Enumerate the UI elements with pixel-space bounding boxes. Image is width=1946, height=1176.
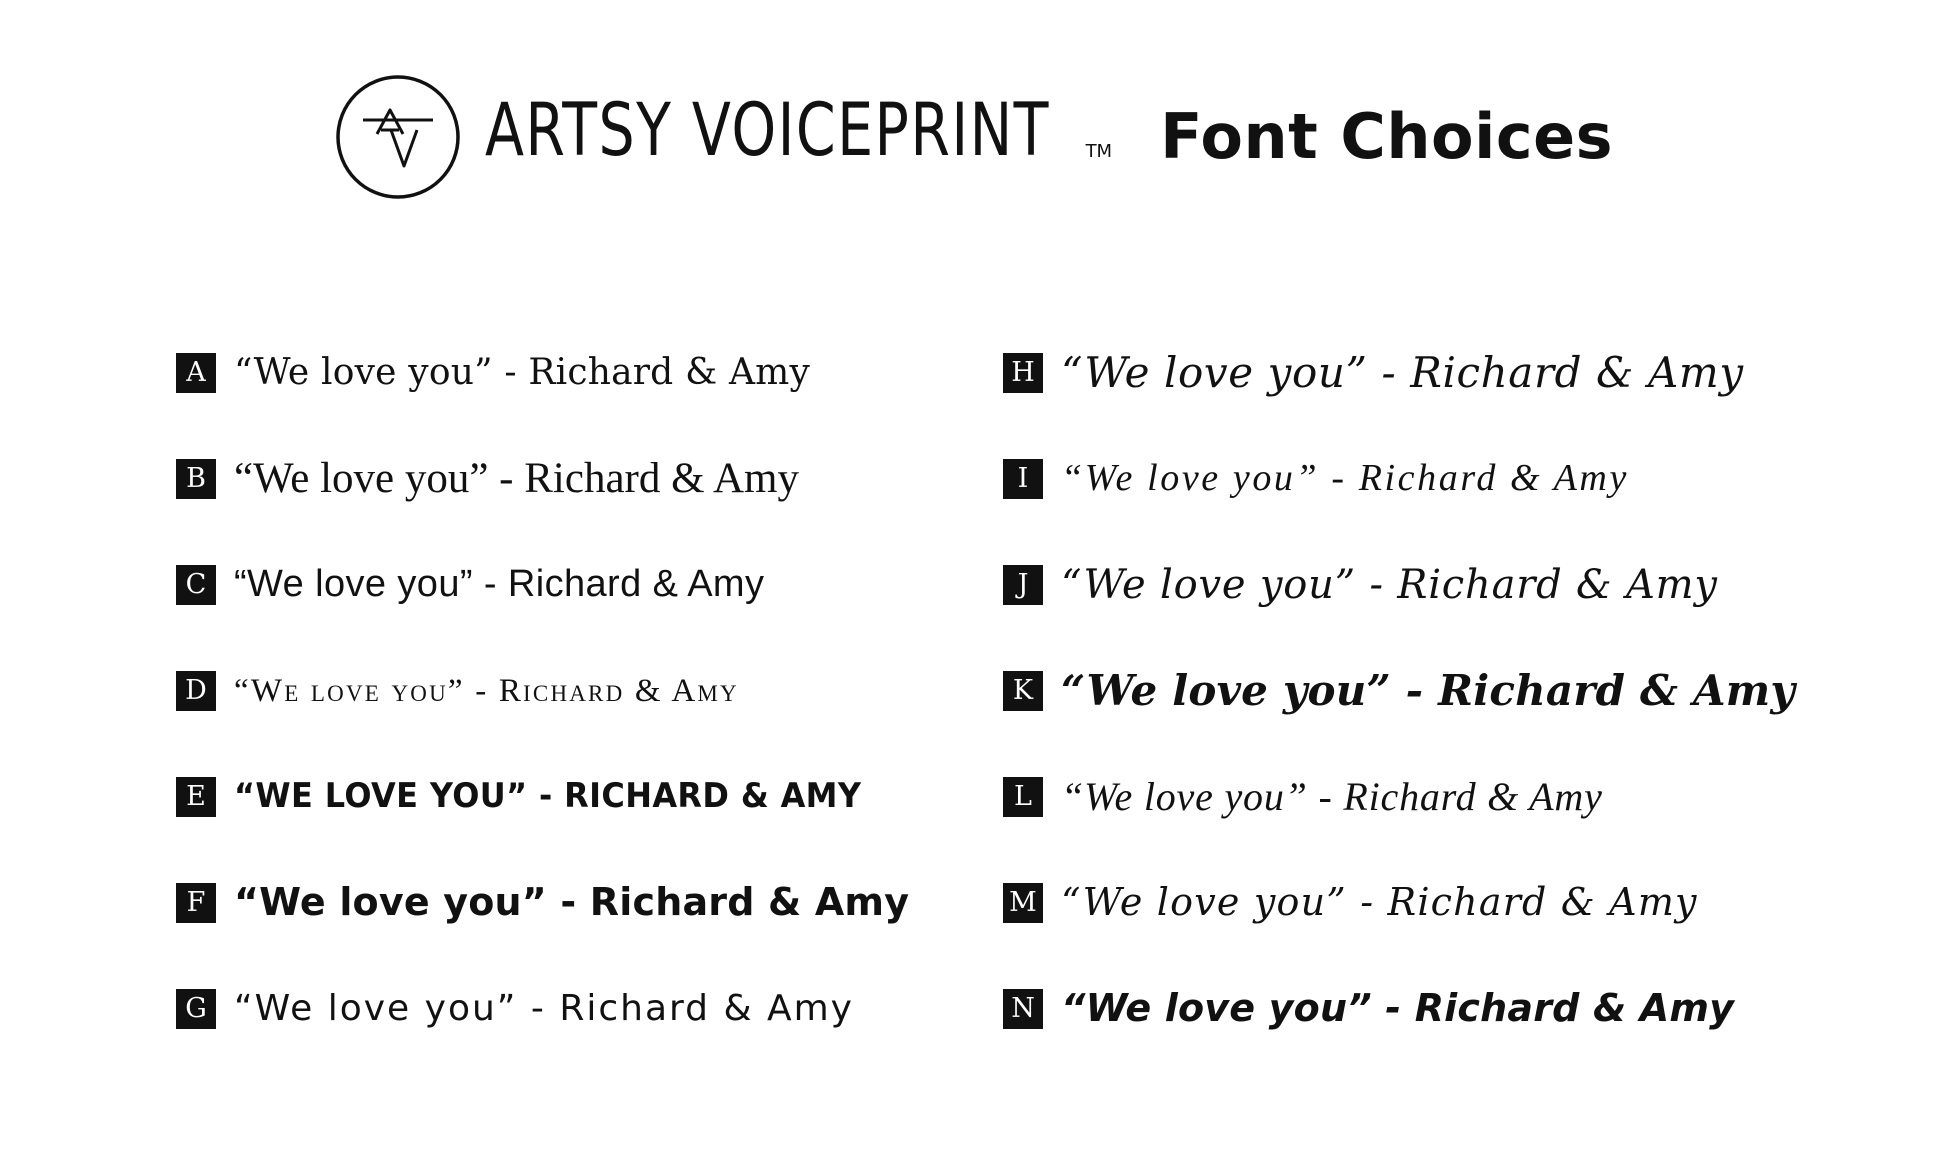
font-option-sample: “WE LOVE YOU” - RICHARD & AMY bbox=[234, 776, 862, 817]
font-option-key: B bbox=[176, 459, 216, 499]
font-option-l[interactable] bbox=[1003, 744, 1946, 850]
font-option-sample: “We love you” - Richard & Amy bbox=[234, 455, 799, 503]
font-option-sample: “We love you” - Richard & Amy bbox=[234, 672, 739, 709]
font-option-j[interactable] bbox=[1003, 532, 1946, 638]
font-option-m[interactable] bbox=[1003, 850, 1946, 956]
font-option-b[interactable] bbox=[176, 426, 973, 532]
font-option-sample: “We love you” - Richard & Amy bbox=[234, 563, 765, 606]
font-option-n[interactable] bbox=[1003, 956, 1946, 1062]
font-option-c[interactable] bbox=[176, 532, 973, 638]
font-option-e[interactable] bbox=[176, 744, 973, 850]
font-option-k[interactable] bbox=[1003, 638, 1946, 744]
font-option-key: K bbox=[1003, 671, 1043, 711]
font-option-sample: “We love you” - Richard & Amy bbox=[1061, 880, 1698, 925]
trademark-symbol: TM bbox=[1085, 141, 1113, 162]
font-option-sample: “We love you” - Richard & Amy bbox=[234, 352, 811, 394]
page-header bbox=[0, 72, 1946, 202]
font-sample-column-right bbox=[973, 320, 1946, 1062]
font-option-g[interactable] bbox=[176, 956, 973, 1062]
font-option-key: M bbox=[1003, 883, 1043, 923]
font-option-key: N bbox=[1003, 989, 1043, 1029]
font-option-d[interactable] bbox=[176, 638, 973, 744]
font-option-sample: “We love you” - Richard & Amy bbox=[234, 988, 854, 1030]
font-option-i[interactable] bbox=[1003, 426, 1946, 532]
font-option-key: H bbox=[1003, 353, 1043, 393]
font-option-key: C bbox=[176, 565, 216, 605]
font-option-sample: “We love you” - Richard & Amy bbox=[1061, 347, 1744, 397]
artsy-voiceprint-logo-icon bbox=[333, 72, 463, 202]
font-option-h[interactable] bbox=[1003, 320, 1946, 426]
font-option-key: I bbox=[1003, 459, 1043, 499]
page-title: Font Choices bbox=[1160, 100, 1614, 173]
font-option-sample: “We love you” - Richard & Amy bbox=[1061, 986, 1735, 1031]
font-option-key: A bbox=[176, 353, 216, 393]
font-option-key: D bbox=[176, 671, 216, 711]
font-option-key: G bbox=[176, 989, 216, 1029]
font-option-key: L bbox=[1003, 777, 1043, 817]
font-option-sample: “We love you” - Richard & Amy bbox=[1061, 774, 1603, 819]
font-sample-columns bbox=[0, 320, 1946, 1062]
brand-name: ARTSY VOICEPRINT bbox=[484, 87, 1050, 174]
font-option-key: E bbox=[176, 777, 216, 817]
font-option-sample: “We love you” - Richard & Amy bbox=[234, 880, 910, 925]
brand-lockup bbox=[484, 87, 1113, 174]
font-option-key: J bbox=[1003, 565, 1043, 605]
font-option-f[interactable] bbox=[176, 850, 973, 956]
font-option-sample: “We love you” - Richard & Amy bbox=[1061, 665, 1795, 715]
font-option-sample: “We love you” - Richard & Amy bbox=[1061, 457, 1629, 500]
font-option-sample: “We love you” - Richard & Amy bbox=[1061, 562, 1718, 608]
font-option-a[interactable] bbox=[176, 320, 973, 426]
font-option-key: F bbox=[176, 883, 216, 923]
font-sample-column-left bbox=[0, 320, 973, 1062]
